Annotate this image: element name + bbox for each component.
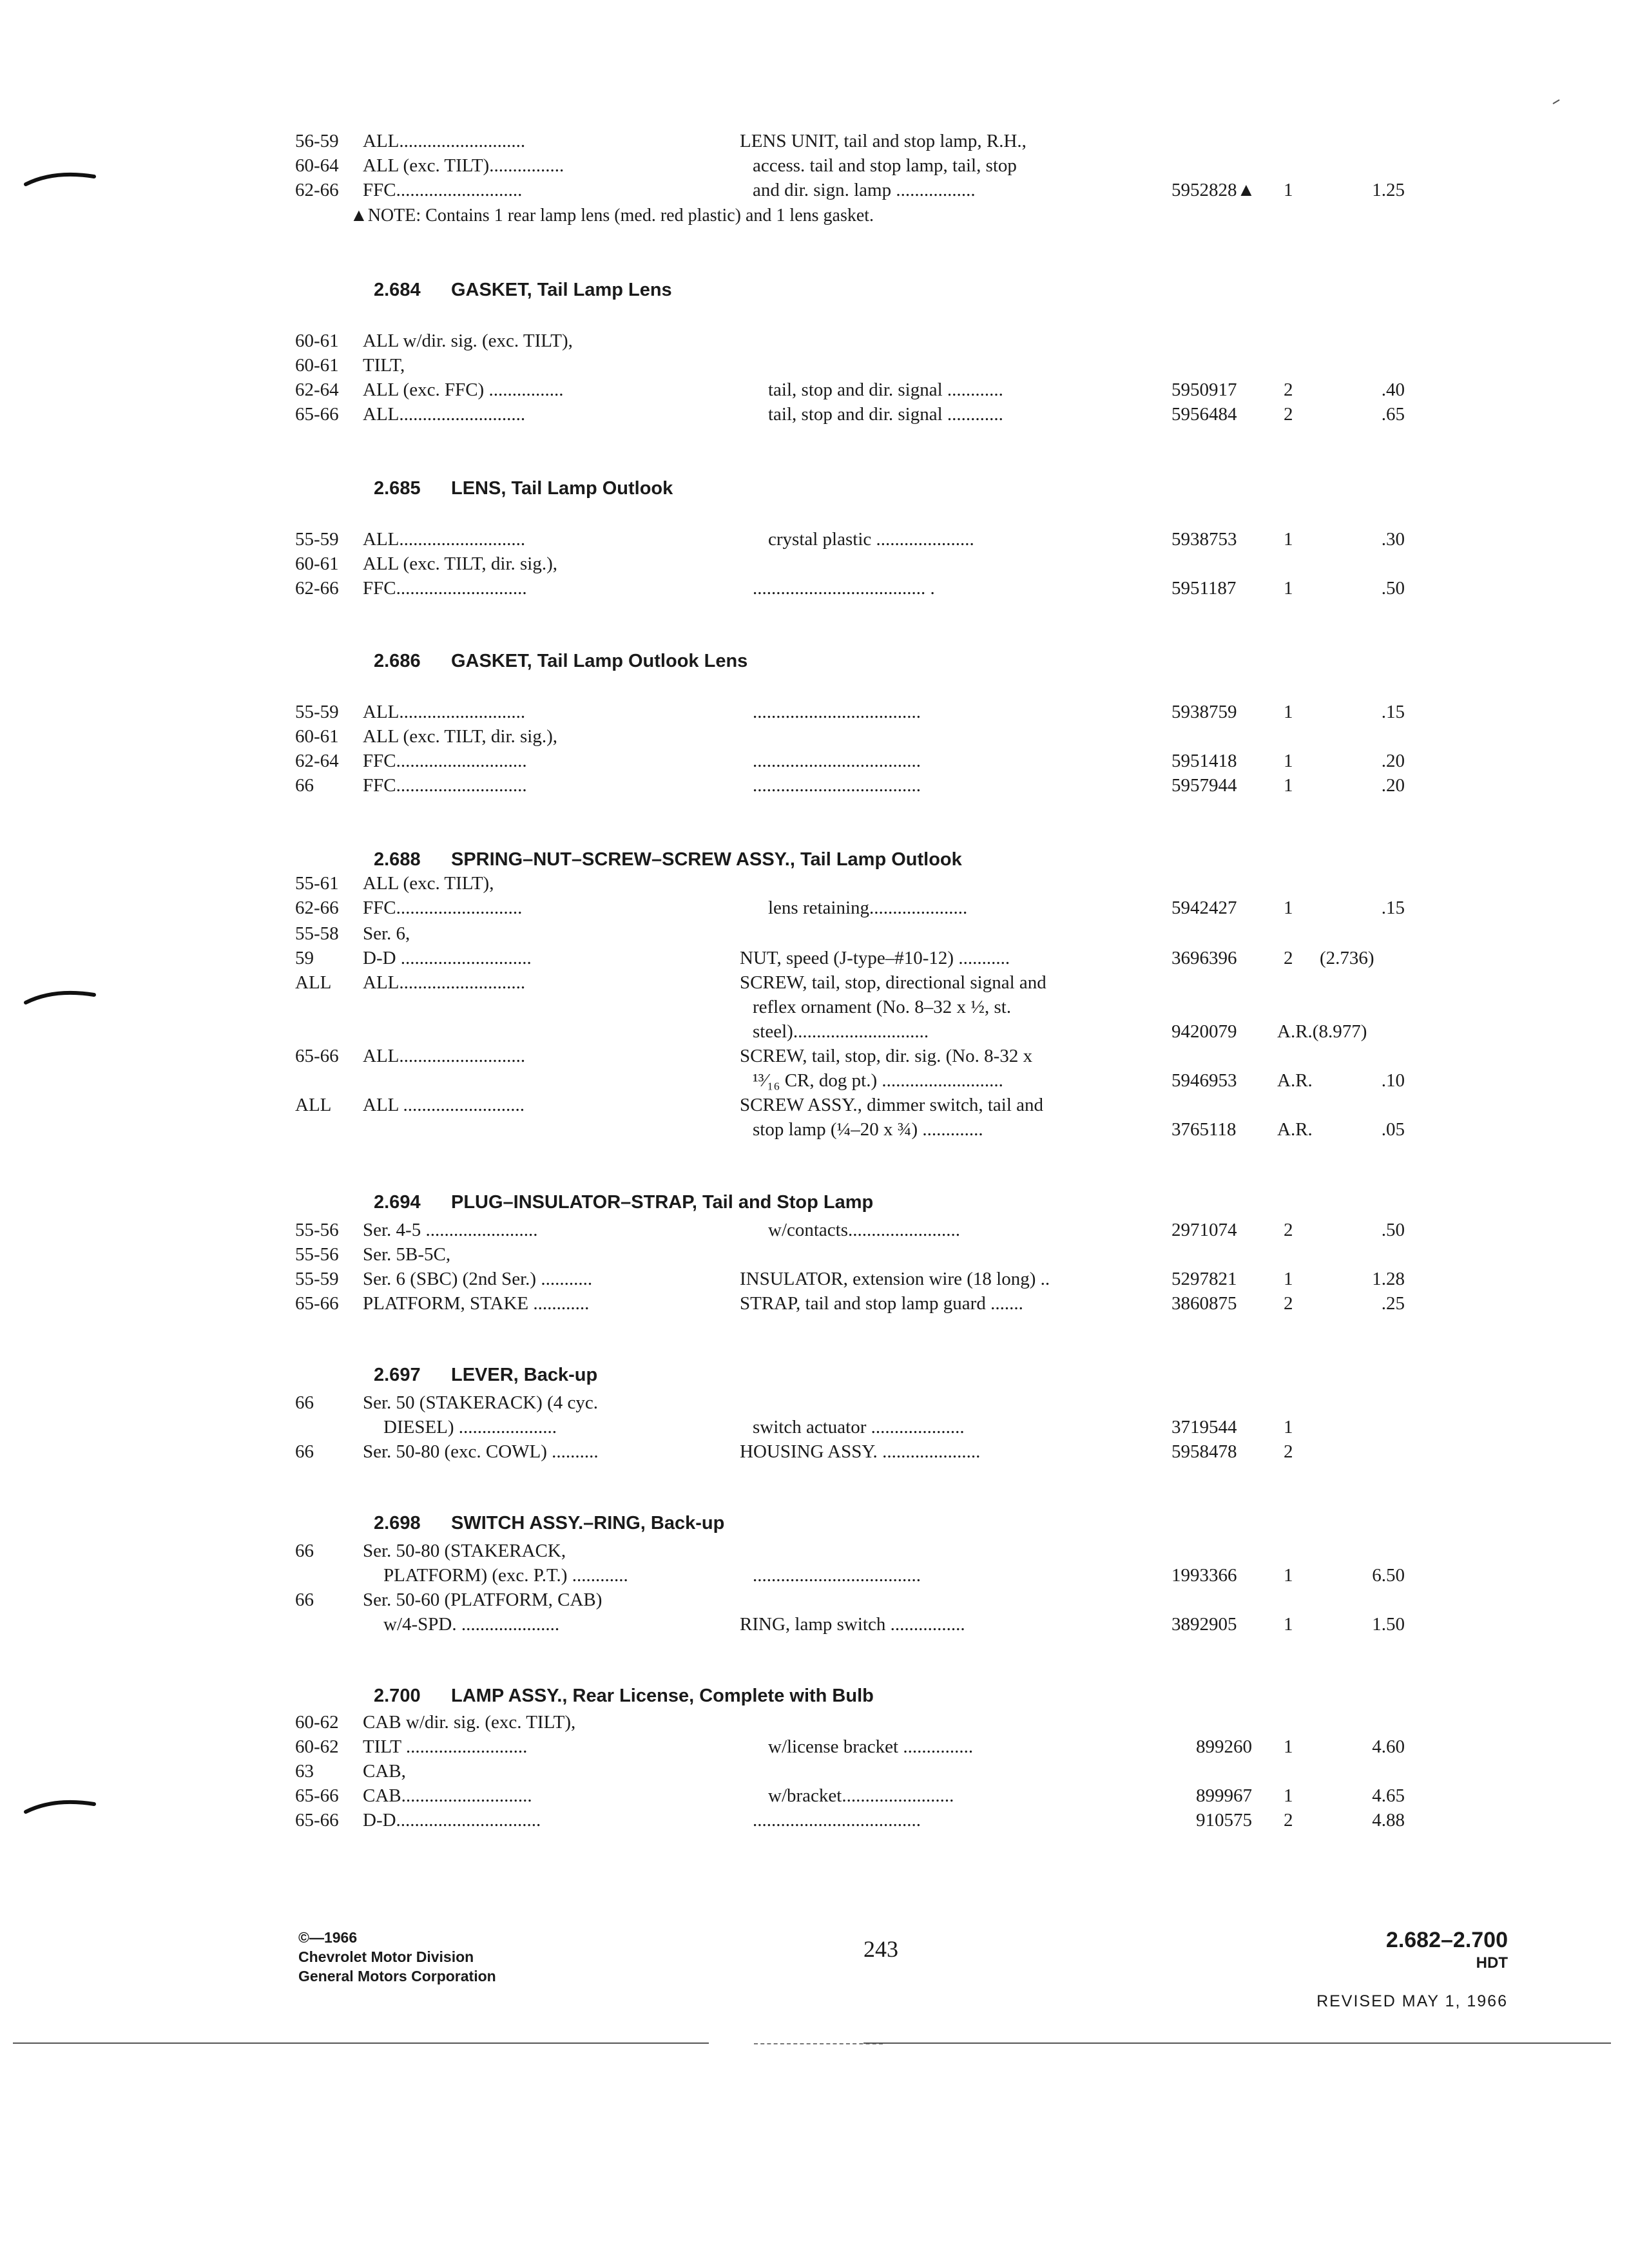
model: FFC........................... xyxy=(363,180,523,200)
description: crystal plastic ..................... xyxy=(768,529,974,550)
table-row xyxy=(0,1218,1629,1242)
section-number: 2.694 xyxy=(374,1192,421,1213)
model: Ser. 50-80 (STAKERACK, xyxy=(363,1541,566,1561)
part-number: 9420079 xyxy=(1171,1021,1237,1042)
model: ALL (exc. TILT)................ xyxy=(363,155,564,176)
description: SCREW, tail, stop, directional signal and xyxy=(740,972,1046,993)
table-row xyxy=(0,1415,1629,1439)
year-range: 60-61 xyxy=(295,331,339,351)
table-row xyxy=(0,329,1629,353)
description-continued: steel)............................. xyxy=(753,1021,929,1042)
year-range: 62-66 xyxy=(295,898,339,918)
table-row xyxy=(0,1019,1629,1044)
year-range: 60-64 xyxy=(295,155,339,176)
model: FFC........................... xyxy=(363,898,523,918)
section-heading xyxy=(0,1510,1629,1536)
model: ALL w/dir. sig. (exc. TILT), xyxy=(363,331,573,351)
section-title: LAMP ASSY., Rear License, Complete with Bulb xyxy=(451,1686,874,1706)
model: CAB w/dir. sig. (exc. TILT), xyxy=(363,1712,576,1733)
quantity: 1 xyxy=(1284,1736,1293,1757)
quantity: 1 xyxy=(1284,578,1293,599)
section-number: 2.700 xyxy=(374,1686,421,1706)
model: ALL........................... xyxy=(363,529,526,550)
model: ALL .......................... xyxy=(363,1095,525,1115)
model: CAB............................ xyxy=(363,1785,532,1806)
year-range: 65-66 xyxy=(295,404,339,425)
part-number: 5938759 xyxy=(1171,702,1237,722)
quantity: 2 xyxy=(1284,1441,1293,1462)
quantity: 2 xyxy=(1284,1293,1293,1314)
year-range: 66 xyxy=(295,1541,314,1561)
model: ALL........................... xyxy=(363,1046,526,1066)
description: RING, lamp switch ................ xyxy=(740,1614,965,1635)
table-row xyxy=(0,1117,1629,1142)
price: (2.736) xyxy=(1320,948,1374,968)
year-range: ALL xyxy=(295,972,332,993)
year-range: 66 xyxy=(295,1590,314,1610)
part-number: 5942427 xyxy=(1171,898,1237,918)
year-range: 63 xyxy=(295,1761,314,1782)
model: ALL........................... xyxy=(363,131,526,151)
table-row xyxy=(0,153,1629,178)
part-number: 1993366 xyxy=(1171,1565,1237,1586)
table-row xyxy=(0,700,1629,724)
part-number: 899260 xyxy=(1196,1736,1252,1757)
section-title: GASKET, Tail Lamp Lens xyxy=(451,280,672,300)
description: and dir. sign. lamp ................. xyxy=(753,180,976,200)
footnote: ▲NOTE: Contains 1 rear lamp lens (med. red plastic) and 1 lens gasket. xyxy=(350,206,874,226)
footer-rule xyxy=(863,2042,1611,2044)
year-range: 60-61 xyxy=(295,355,339,376)
section-number: 2.684 xyxy=(374,280,421,300)
table-row xyxy=(0,353,1629,378)
description: w/bracket........................ xyxy=(768,1785,954,1806)
section-heading xyxy=(0,476,1629,501)
table-row xyxy=(0,1068,1629,1093)
section-title: SWITCH ASSY.–RING, Back-up xyxy=(451,1513,725,1533)
section-heading xyxy=(0,1189,1629,1215)
price: 4.88 xyxy=(1372,1810,1405,1831)
description-continued: reflex ornament (No. 8–32 x ½, st. xyxy=(753,997,1012,1017)
table-row xyxy=(0,1808,1629,1832)
part-number: 3892905 xyxy=(1171,1614,1237,1635)
part-number: 5950917 xyxy=(1171,380,1237,400)
description-leader: .................................... xyxy=(753,1565,921,1586)
price: .15 xyxy=(1381,702,1405,722)
range-code: 2.682–2.700 xyxy=(1385,1928,1508,1952)
table-row xyxy=(0,1044,1629,1068)
table-row xyxy=(0,773,1629,798)
year-range: 60-62 xyxy=(295,1712,339,1733)
quantity: 1 xyxy=(1284,1417,1293,1437)
model: CAB, xyxy=(363,1761,406,1782)
quantity: 1 xyxy=(1284,751,1293,771)
part-number: 5946953 xyxy=(1171,1070,1237,1091)
price: 6.50 xyxy=(1372,1565,1405,1586)
model: Ser. 50-60 (PLATFORM, CAB) xyxy=(363,1590,602,1610)
year-range: 60-62 xyxy=(295,1736,339,1757)
table-row xyxy=(0,1735,1629,1759)
section-heading xyxy=(0,277,1629,303)
table-row xyxy=(0,871,1629,896)
table-row xyxy=(0,402,1629,427)
price: .50 xyxy=(1381,578,1405,599)
quantity: A.R. xyxy=(1277,1070,1313,1091)
table-row xyxy=(0,1439,1629,1464)
price: .65 xyxy=(1381,404,1405,425)
table-row xyxy=(0,1563,1629,1588)
model: ALL........................... xyxy=(363,702,526,722)
part-number: 899967 xyxy=(1196,1785,1252,1806)
copyright: ©—1966 xyxy=(298,1929,358,1946)
description: HOUSING ASSY. ..................... xyxy=(740,1441,981,1462)
table-row xyxy=(0,970,1629,995)
table-row xyxy=(0,995,1629,1019)
description: NUT, speed (J-type–#10-12) ........... xyxy=(740,948,1010,968)
year-range: 55-56 xyxy=(295,1220,339,1240)
description: lens retaining..................... xyxy=(768,898,968,918)
part-number: 5952828▲ xyxy=(1171,180,1256,200)
year-range: 55-59 xyxy=(295,529,339,550)
part-number: 3860875 xyxy=(1171,1293,1237,1314)
price: .05 xyxy=(1381,1119,1405,1140)
year-range: ALL xyxy=(295,1095,332,1115)
model: ALL (exc. FFC) ................ xyxy=(363,380,564,400)
year-range: 59 xyxy=(295,948,314,968)
model: FFC............................ xyxy=(363,578,527,599)
section-number: 2.686 xyxy=(374,651,421,671)
description: tail, stop and dir. signal ............ xyxy=(768,380,1003,400)
description: SCREW, tail, stop, dir. sig. (No. 8-32 x xyxy=(740,1046,1033,1066)
model: Ser. 6, xyxy=(363,923,410,944)
part-number: 3719544 xyxy=(1171,1417,1237,1437)
part-number: 2971074 xyxy=(1171,1220,1237,1240)
year-range: 65-66 xyxy=(295,1810,339,1831)
table-row xyxy=(0,1291,1629,1316)
year-range: 62-64 xyxy=(295,751,339,771)
table-row xyxy=(0,749,1629,773)
description-leader: ..................................... . xyxy=(753,578,935,599)
price: .30 xyxy=(1381,529,1405,550)
price: 4.60 xyxy=(1372,1736,1405,1757)
section-number: 2.698 xyxy=(374,1513,421,1533)
model: Ser. 50-80 (exc. COWL) .......... xyxy=(363,1441,599,1462)
quantity: 1 xyxy=(1284,1565,1293,1586)
model: Ser. 5B-5C, xyxy=(363,1244,451,1265)
table-row xyxy=(0,527,1629,552)
quantity: 1 xyxy=(1284,180,1293,200)
model: FFC............................ xyxy=(363,775,527,796)
table-row xyxy=(0,1588,1629,1612)
section-title: GASKET, Tail Lamp Outlook Lens xyxy=(451,651,748,671)
year-range: 56-59 xyxy=(295,131,339,151)
table-row xyxy=(0,1612,1629,1637)
part-number: 3765118 xyxy=(1171,1119,1237,1140)
price: .25 xyxy=(1381,1293,1405,1314)
table-row xyxy=(0,1093,1629,1117)
part-number: 5297821 xyxy=(1171,1269,1237,1289)
section-heading xyxy=(0,648,1629,674)
price: 1.25 xyxy=(1372,180,1405,200)
section-title: SPRING–NUT–SCREW–SCREW ASSY., Tail Lamp Outlook xyxy=(451,849,962,870)
part-number: 5938753 xyxy=(1171,529,1237,550)
part-number: 3696396 xyxy=(1171,948,1237,968)
series-code: HDT xyxy=(1476,1954,1508,1972)
table-row xyxy=(0,724,1629,749)
description: SCREW ASSY., dimmer switch, tail and xyxy=(740,1095,1044,1115)
section-heading xyxy=(0,847,1629,872)
section-heading xyxy=(0,1683,1629,1709)
section-number: 2.685 xyxy=(374,478,421,499)
description: tail, stop and dir. signal ............ xyxy=(768,404,1003,425)
section-title: LENS, Tail Lamp Outlook xyxy=(451,478,673,499)
table-row xyxy=(0,1539,1629,1563)
quantity: 1 xyxy=(1284,529,1293,550)
description: LENS UNIT, tail and stop lamp, R.H., xyxy=(740,131,1027,151)
table-row xyxy=(0,1390,1629,1415)
description-leader: .................................... xyxy=(753,751,921,771)
model: Ser. 6 (SBC) (2nd Ser.) ........... xyxy=(363,1269,593,1289)
part-number: 5956484 xyxy=(1171,404,1237,425)
table-row xyxy=(0,1242,1629,1267)
scan-speck xyxy=(1552,97,1561,103)
model: TILT .......................... xyxy=(363,1736,528,1757)
model-continued: DIESEL) ..................... xyxy=(383,1417,557,1437)
table-row xyxy=(0,1759,1629,1783)
section-range xyxy=(1340,1927,1508,1973)
description: access. tail and stop lamp, tail, stop xyxy=(753,155,1017,176)
section-number: 2.688 xyxy=(374,849,421,870)
year-range: 60-61 xyxy=(295,726,339,747)
quantity: 2 xyxy=(1284,1810,1293,1831)
year-range: 55-59 xyxy=(295,1269,339,1289)
model-continued: PLATFORM) (exc. P.T.) ............ xyxy=(383,1565,628,1586)
quantity: A.R. xyxy=(1277,1119,1313,1140)
description-continued: ¹³⁄₁₆ CR, dog pt.) .......................... xyxy=(753,1070,1003,1091)
year-range: 55-56 xyxy=(295,1244,339,1265)
price: .40 xyxy=(1381,380,1405,400)
quantity: 2 xyxy=(1284,948,1293,968)
model: ALL (exc. TILT, dir. sig.), xyxy=(363,553,558,574)
revision-date: REVISED MAY 1, 1966 xyxy=(1316,1992,1508,2010)
corporation-name: General Motors Corporation xyxy=(298,1968,496,1984)
price: .20 xyxy=(1381,751,1405,771)
model: Ser. 50 (STAKERACK) (4 cyc. xyxy=(363,1392,598,1413)
table-row xyxy=(0,896,1629,920)
model: TILT, xyxy=(363,355,405,376)
description: w/contacts........................ xyxy=(768,1220,961,1240)
model-continued: w/4-SPD. ..................... xyxy=(383,1614,560,1635)
part-number: 910575 xyxy=(1196,1810,1252,1831)
year-range: 62-66 xyxy=(295,180,339,200)
model: D-D............................... xyxy=(363,1810,541,1831)
year-range: 60-61 xyxy=(295,553,339,574)
page-number: 243 xyxy=(863,1936,898,1962)
table-row xyxy=(0,1267,1629,1291)
price: 4.65 xyxy=(1372,1785,1405,1806)
year-range: 65-66 xyxy=(295,1046,339,1066)
price: 1.28 xyxy=(1372,1269,1405,1289)
punch-mark xyxy=(22,1794,99,1820)
description: w/license bracket ............... xyxy=(768,1736,974,1757)
quantity: 1 xyxy=(1284,898,1293,918)
model: ALL (exc. TILT), xyxy=(363,873,494,894)
division-name: Chevrolet Motor Division xyxy=(298,1948,474,1965)
model: D-D ............................ xyxy=(363,948,532,968)
price: .15 xyxy=(1381,898,1405,918)
year-range: 65-66 xyxy=(295,1293,339,1314)
table-row xyxy=(0,129,1629,153)
year-range: 66 xyxy=(295,1441,314,1462)
footer-rule xyxy=(13,2042,709,2044)
model: ALL (exc. TILT, dir. sig.), xyxy=(363,726,558,747)
quantity: 1 xyxy=(1284,1614,1293,1635)
year-range: 55-59 xyxy=(295,702,339,722)
quantity: 2 xyxy=(1284,380,1293,400)
part-number: 5957944 xyxy=(1171,775,1237,796)
description-leader: .................................... xyxy=(753,1810,921,1831)
model: ALL........................... xyxy=(363,972,526,993)
part-number: 5958478 xyxy=(1171,1441,1237,1462)
quantity: A.R.(8.977) xyxy=(1277,1021,1367,1042)
price: .20 xyxy=(1381,775,1405,796)
publisher-block xyxy=(298,1928,496,1986)
section-heading xyxy=(0,1362,1629,1388)
table-row xyxy=(0,1783,1629,1808)
description-leader: .................................... xyxy=(753,702,921,722)
table-row xyxy=(0,378,1629,402)
section-number: 2.697 xyxy=(374,1365,421,1385)
description-leader: .................................... xyxy=(753,775,921,796)
model: Ser. 4-5 ........................ xyxy=(363,1220,538,1240)
quantity: 1 xyxy=(1284,1785,1293,1806)
part-number: 5951418 xyxy=(1171,751,1237,771)
table-row xyxy=(0,178,1629,202)
year-range: 62-66 xyxy=(295,578,339,599)
section-title: LEVER, Back-up xyxy=(451,1365,598,1385)
section-title: PLUG–INSULATOR–STRAP, Tail and Stop Lamp xyxy=(451,1192,874,1213)
quantity: 1 xyxy=(1284,775,1293,796)
model: PLATFORM, STAKE ............ xyxy=(363,1293,590,1314)
description-continued: stop lamp (¼–20 x ¾) ............. xyxy=(753,1119,983,1140)
year-range: 55-58 xyxy=(295,923,339,944)
description: STRAP, tail and stop lamp guard ....... xyxy=(740,1293,1023,1314)
model: ALL........................... xyxy=(363,404,526,425)
year-range: 66 xyxy=(295,1392,314,1413)
table-row xyxy=(0,1710,1629,1735)
quantity: 1 xyxy=(1284,702,1293,722)
part-number: 5951187 xyxy=(1171,578,1237,599)
table-row xyxy=(0,946,1629,970)
description: INSULATOR, extension wire (18 long) .. xyxy=(740,1269,1050,1289)
quantity: 2 xyxy=(1284,404,1293,425)
model: FFC............................ xyxy=(363,751,527,771)
quantity: 1 xyxy=(1284,1269,1293,1289)
year-range: 65-66 xyxy=(295,1785,339,1806)
description: switch actuator .................... xyxy=(753,1417,965,1437)
year-range: 55-61 xyxy=(295,873,339,894)
table-row xyxy=(0,576,1629,601)
punch-mark xyxy=(22,985,99,1010)
table-row xyxy=(0,552,1629,576)
price: .10 xyxy=(1381,1070,1405,1091)
table-row xyxy=(0,921,1629,946)
price: .50 xyxy=(1381,1220,1405,1240)
punch-mark xyxy=(22,166,99,192)
price: 1.50 xyxy=(1372,1614,1405,1635)
year-range: 66 xyxy=(295,775,314,796)
year-range: 62-64 xyxy=(295,380,339,400)
quantity: 2 xyxy=(1284,1220,1293,1240)
